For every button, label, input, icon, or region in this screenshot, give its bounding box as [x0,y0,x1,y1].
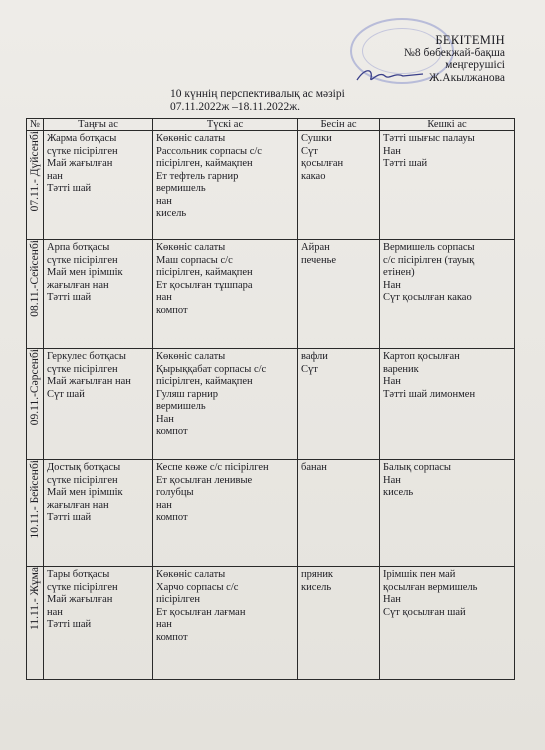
breakfast-cell [44,349,153,460]
snack-cell [298,567,380,680]
lunch-item: Қырыққабат сорпасы с/с [156,363,267,375]
dinner-item: Нан [383,474,401,486]
lunch-item: компот [156,512,188,523]
breakfast-item: сүтке пісірілген [47,145,118,157]
lunch-item: компот [156,631,188,643]
lunch-item: компот [156,304,188,316]
lunch-item: Көкөніс салаты [156,242,226,253]
breakfast-item: Тары ботқасы [47,569,110,580]
breakfast-item: Жарма ботқасы [47,133,117,144]
day-label: 09.11.-Сәрсенбі [28,349,41,426]
dinner-item: Тәтті шығыс палауы [383,133,475,144]
breakfast-item: Достық ботқасы [47,462,121,473]
lunch-item: Ет қосылған лағман [156,606,246,618]
snack-item: қосылған [301,158,344,169]
lunch-cell [153,131,298,240]
lunch-item: Гуляш гарнир [156,388,218,400]
snack-cell [298,240,380,349]
table-row [27,567,515,680]
breakfast-cell [44,131,153,240]
lunch-item: Рассольник сорпасы с/с [156,145,262,157]
breakfast-item: Тәтті шай [47,292,92,303]
breakfast-item: Май мен ірімшік [47,267,123,278]
snack-item: какао [301,170,326,182]
breakfast-item: жағылған нан [47,499,109,511]
snack-cell [298,349,380,460]
dinner-item: Тәтті шай лимонмен [383,388,476,400]
day-cell [27,131,44,240]
breakfast-item: сүтке пісірілген [47,363,118,375]
table-row [27,460,515,567]
day-cell [27,460,44,567]
snack-item: пряник [301,569,334,580]
snack-item: банан [301,462,327,473]
lunch-item: компот [156,426,188,437]
lunch-item: Харчо сорпасы с/с [156,581,239,593]
day-label: 08.11.-Сейсенбі [28,240,41,317]
dinner-item: Сүт қосылған какао [383,292,472,303]
dinner-item: Нан [383,376,401,387]
day-label: 07.11.- Дүйсенбі [28,131,41,212]
breakfast-item: Тәтті шай [47,512,92,523]
lunch-item: Кеспе көже с/с пісірілген [156,462,269,473]
snack-cell [298,131,380,240]
lunch-item: Көкөніс салаты [156,133,226,144]
snack-item: Сүт [301,145,318,157]
breakfast-cell [44,567,153,680]
day-label: 11.11.- Жұма [28,567,41,630]
breakfast-item: сүтке пісірілген [47,581,118,593]
breakfast-item: нан [47,606,63,618]
dinner-item: кисель [383,487,414,498]
breakfast-item: жағылған нан [47,279,109,291]
lunch-cell [153,240,298,349]
dinner-item: Нан [383,594,401,605]
dinner-item: етінен) [383,267,415,278]
header-number: № [27,119,44,131]
lunch-item: пісірілген, каймақпен [156,267,253,278]
lunch-cell [153,460,298,567]
lunch-item: пісірілген, каймақпен [156,158,253,169]
lunch-item: Көкөніс салаты [156,569,226,580]
dinner-cell [380,131,515,240]
header-lunch: Түскі ас [153,119,298,131]
snack-item: Айран [301,242,330,253]
snack-cell [298,460,380,567]
header-breakfast: Таңғы ас [44,119,153,131]
header-snack: Бесін ас [298,119,380,131]
lunch-item: пісірілген, каймақпен [156,376,253,387]
lunch-item: Маш сорпасы с/с [156,254,233,266]
dinner-item: Ірімшік пен май [383,569,456,580]
lunch-item: Нан [156,413,174,425]
dinner-item: Вермишель сорпасы [383,242,475,253]
breakfast-item: нан [47,170,63,182]
day-cell [27,567,44,680]
breakfast-item: Май жағылған [47,158,113,169]
breakfast-cell [44,240,153,349]
lunch-item: нан [156,499,172,511]
day-cell [27,349,44,460]
approval-block [404,34,505,84]
breakfast-item: Май жағылған [47,594,113,605]
dinner-item: Балық сорпасы [383,462,451,473]
table-row [27,240,515,349]
dinner-item: с/с пісірілген (тауық [383,254,475,266]
dinner-item: вареник [383,363,419,375]
dinner-item: Нан [383,145,401,157]
lunch-item: пісірілген [156,594,200,605]
dinner-item: Тәтті шай [383,158,428,169]
snack-item: вафли [301,351,328,362]
lunch-item: вермишель [156,401,206,412]
day-cell [27,240,44,349]
approval-heading: БЕКІТЕМІН [435,33,505,47]
snack-item: Сушки [301,133,332,144]
dinner-item: қосылған вермишель [383,581,478,593]
dinner-item: Нан [383,279,401,291]
lunch-item: вермишель [156,183,206,194]
lunch-item: Ет тефтель гарнир [156,170,239,182]
breakfast-item: Геркулес ботқасы [47,351,126,362]
approval-role: меңгерушісі [445,59,505,71]
day-label: 10.11.- Бейсенбі [28,460,41,539]
lunch-item: нан [156,619,172,630]
lunch-item: Ет қосылған тұшпара [156,279,253,291]
dinner-cell [380,349,515,460]
lunch-item: нан [156,292,172,303]
breakfast-item: Тәтті шай [47,619,92,630]
dinner-cell [380,460,515,567]
breakfast-item: Сүт шай [47,388,85,400]
lunch-cell [153,349,298,460]
snack-item: Сүт [301,363,318,375]
dinner-cell [380,240,515,349]
lunch-cell [153,567,298,680]
approval-name: Ж.Акылжанова [429,71,505,84]
document-title [170,88,345,113]
lunch-item: Көкөніс салаты [156,351,226,362]
title-line-2: 07.11.2022ж –18.11.2022ж. [170,100,301,113]
dinner-item: Сүт қосылған шай [383,606,466,618]
lunch-item: нан [156,195,172,207]
header-dinner: Кешкі ас [380,119,515,131]
menu-table [26,118,515,680]
table-header-row [27,119,515,131]
lunch-item: Ет қосылған ленивые [156,474,253,486]
breakfast-item: Май жағылған нан [47,376,131,387]
breakfast-item: Май мен ірімшік [47,487,123,498]
breakfast-item: сүтке пісірілген [47,254,118,266]
approval-org: №8 бөбекжай-бақша [403,46,505,59]
breakfast-cell [44,460,153,567]
lunch-item: голубцы [156,487,194,498]
snack-item: кисель [301,581,332,593]
title-line-1: 10 күннің перспективалық ас мәзірі [170,88,345,100]
dinner-item: Картоп қосылған [383,351,460,362]
dinner-cell [380,567,515,680]
table-row [27,349,515,460]
breakfast-item: сүтке пісірілген [47,474,118,486]
breakfast-item: Тәтті шай [47,183,92,194]
snack-item: печенье [301,254,337,266]
lunch-item: кисель [156,208,187,219]
breakfast-item: Арпа ботқасы [47,242,110,253]
table-row [27,131,515,240]
